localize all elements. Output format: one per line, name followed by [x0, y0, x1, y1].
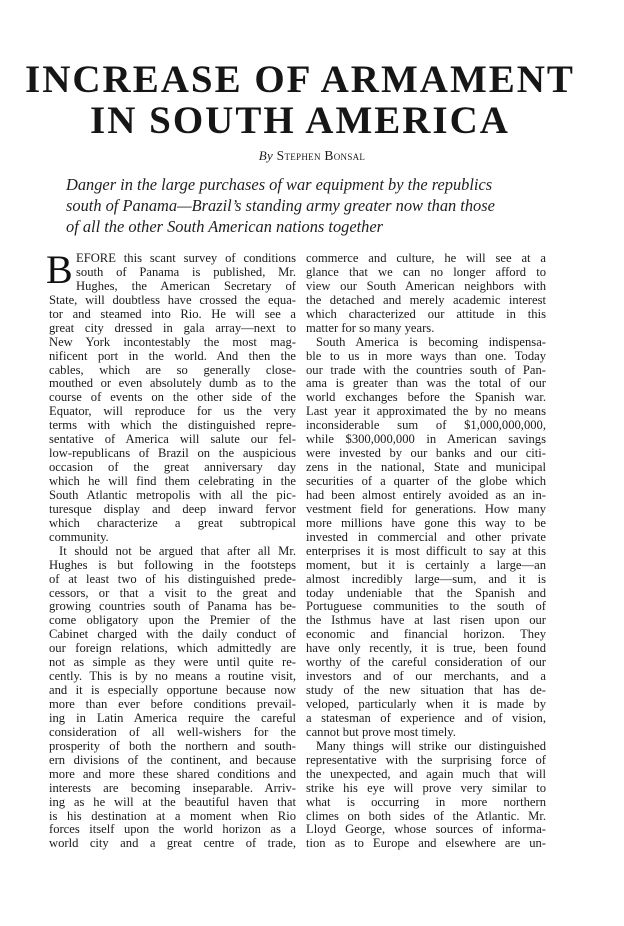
text-line: world city and a great centre of trade, [49, 836, 296, 851]
byline [0, 148, 624, 164]
text-line: view our South American neighbors with [306, 278, 546, 293]
text-line: Hughes, the American Secretary of [76, 278, 296, 293]
text-line: Portuguese communities to the south of [306, 599, 546, 614]
text-line: State, will doubtless have crossed the equa- [49, 292, 296, 307]
text-line: EFORE this scant survey of conditions [76, 251, 296, 265]
text-line: nificent port in the world. And then the [49, 348, 296, 363]
text-line: securities of a quarter of the globe which [306, 474, 546, 488]
deck-line: of all the other South American nations together [66, 217, 384, 236]
text-line: which he will find them celebrating in the [49, 474, 296, 488]
text-line: South Atlantic metropolis with all the pic- [49, 487, 296, 502]
text-line: great city dressed in gala array—next to [49, 320, 296, 335]
drop-cap: B [46, 247, 73, 292]
text-line: cannot but prove most timely. [306, 724, 456, 739]
text-line: ble to us in more ways than one. Today [306, 348, 546, 363]
text-line: had been almost entirely avoided as an in- [306, 487, 546, 502]
text-line: mouthed or even absolutely dumb as to the [49, 376, 296, 391]
text-line: world exchanges before the Spanish war. [306, 390, 546, 405]
text-line: our foreign relations, which admittedly are [49, 641, 296, 656]
text-line: low-republicans of Brazil on the auspicious [49, 446, 296, 461]
text-line: vestment field for generations. How many [306, 501, 546, 516]
text-line: more and more these shared conditions and [49, 766, 296, 781]
text-line: and it is especially opportune because now [49, 683, 296, 698]
text-line: enterprises it is most difficult to say at this [306, 543, 546, 558]
text-line: consideration of all well-wishers for the [49, 724, 296, 739]
text-line: more millions have gone this way to be [306, 515, 546, 530]
text-line: worthy of the careful consideration of our [306, 655, 546, 670]
article-title-line-2: IN SOUTH AMERICA [90, 99, 510, 142]
byline-author: Stephen Bonsal [276, 148, 366, 163]
text-line: economic and financial horizon. They [306, 627, 546, 642]
text-line: inconsiderable sum of $1,000,000,000, [306, 418, 546, 433]
text-line: Hughes is but following in the footsteps [49, 557, 296, 572]
text-line: prosperity of both the northern and south- [49, 738, 296, 753]
text-line: glance that we can no longer afford to [306, 264, 546, 279]
text-line: cessors, or that a visit to the great and [49, 585, 296, 600]
text-line: today undeniable that the Spanish and [306, 585, 546, 600]
text-line: interests are becoming inseparable. Arriv- [49, 780, 296, 795]
article-title-line-1: INCREASE OF ARMAMENT [25, 58, 575, 101]
text-line: our trade with the countries south of Pan- [306, 362, 546, 377]
text-line: what is occurring in more northern [306, 794, 546, 809]
text-line: while $300,000,000 in American savings [306, 432, 546, 447]
text-line: zens in the national, State and municipal [306, 460, 546, 475]
text-line: forces itself upon the world horizon as a [49, 822, 296, 837]
text-line: commerce and culture, he will see at a [306, 251, 546, 265]
text-line: study of the new situation that has de- [306, 683, 546, 698]
text-line: ama is greater than was the total of our [306, 376, 546, 391]
text-line: It should not be argued that after all Mr. [59, 543, 296, 558]
text-line: investors and of our merchants, and a [306, 669, 546, 684]
text-line: not as simple as they were until quite re- [49, 655, 296, 670]
text-line: come obligatory upon the Premier of the [49, 613, 296, 628]
text-line: terms with which the distinguished repre- [49, 418, 296, 433]
deck-line: south of Panama—Brazil’s standing army greater now than those [66, 196, 495, 215]
byline-prefix: By [258, 148, 274, 163]
text-line: tor and steamed into Rio. He will see a [49, 306, 296, 321]
text-line: which characterize a great subtropical [49, 515, 296, 530]
text-line: moment, but it is certainly a large—an [306, 557, 546, 572]
text-line: representative with the surprising force of [306, 752, 546, 767]
text-line: cables, which are so generally close- [49, 362, 296, 377]
text-line: growing countries south of Panama has be- [49, 599, 296, 614]
text-line: a statesman of experience and of vision, [306, 710, 546, 725]
text-line: climes on both sides of the Atlantic. Mr. [306, 808, 546, 823]
text-line: is his destination at a moment when Rio [49, 808, 296, 823]
text-line: tion as to Europe and elsewhere are un- [306, 836, 546, 851]
text-line: Equator, will reproduce for us the very [49, 404, 296, 419]
text-line: the Isthmus have at last risen upon our [306, 613, 546, 628]
text-line: the detached and merely academic interest [306, 292, 546, 307]
text-line: ern divisions of the continent, and because [49, 752, 296, 767]
text-line: sentative of America will salute our fel- [49, 432, 296, 447]
text-line: which characterized our attitude in this [306, 306, 546, 321]
text-line: turesque display and deep inward fervor [49, 501, 296, 516]
body-column-right [306, 252, 546, 851]
text-line: veloped, particularly when it is made by [306, 697, 546, 711]
text-line: course of events on the other side of the [49, 390, 296, 405]
body-column-left [46, 247, 296, 851]
article-deck [66, 174, 536, 237]
text-line: south of Panama is published, Mr. [76, 264, 296, 279]
text-line: South America is becoming indispensa- [316, 334, 546, 349]
text-line: Lloyd George, whose sources of informa- [306, 822, 546, 837]
text-line: Many things will strike our distinguished [316, 738, 546, 753]
text-line: more than ever before conditions prevail- [49, 697, 296, 711]
text-line: invested in commercial and other private [306, 529, 546, 544]
text-line: Last year it approximated the by no means [306, 404, 546, 419]
text-line: ing as he will at the beautiful haven that [49, 794, 296, 809]
text-line: ing in Latin America require the careful [49, 710, 296, 725]
text-line: of at least two of his distinguished prede- [49, 571, 296, 586]
text-line: matter for so many years. [306, 320, 435, 335]
text-line: were invested by our banks and our citi- [306, 446, 546, 461]
text-line: Cabinet charged with the daily conduct of [49, 627, 296, 642]
text-line: the unexpected, and again much that will [306, 766, 546, 781]
text-line: community. [49, 529, 109, 544]
text-line: strike his eye will prove very similar to [306, 780, 546, 795]
text-line: cently. This is by no means a routine visit, [49, 669, 296, 684]
text-line: almost incredibly large—sum, and it is [306, 571, 546, 586]
text-line: have only recently, it is true, been found [306, 641, 546, 656]
text-line: New York incontestably the most mag- [49, 334, 296, 349]
text-line: occasion of the great anniversary day [49, 460, 296, 475]
deck-line: Danger in the large purchases of war equipment by the republics [66, 175, 493, 194]
